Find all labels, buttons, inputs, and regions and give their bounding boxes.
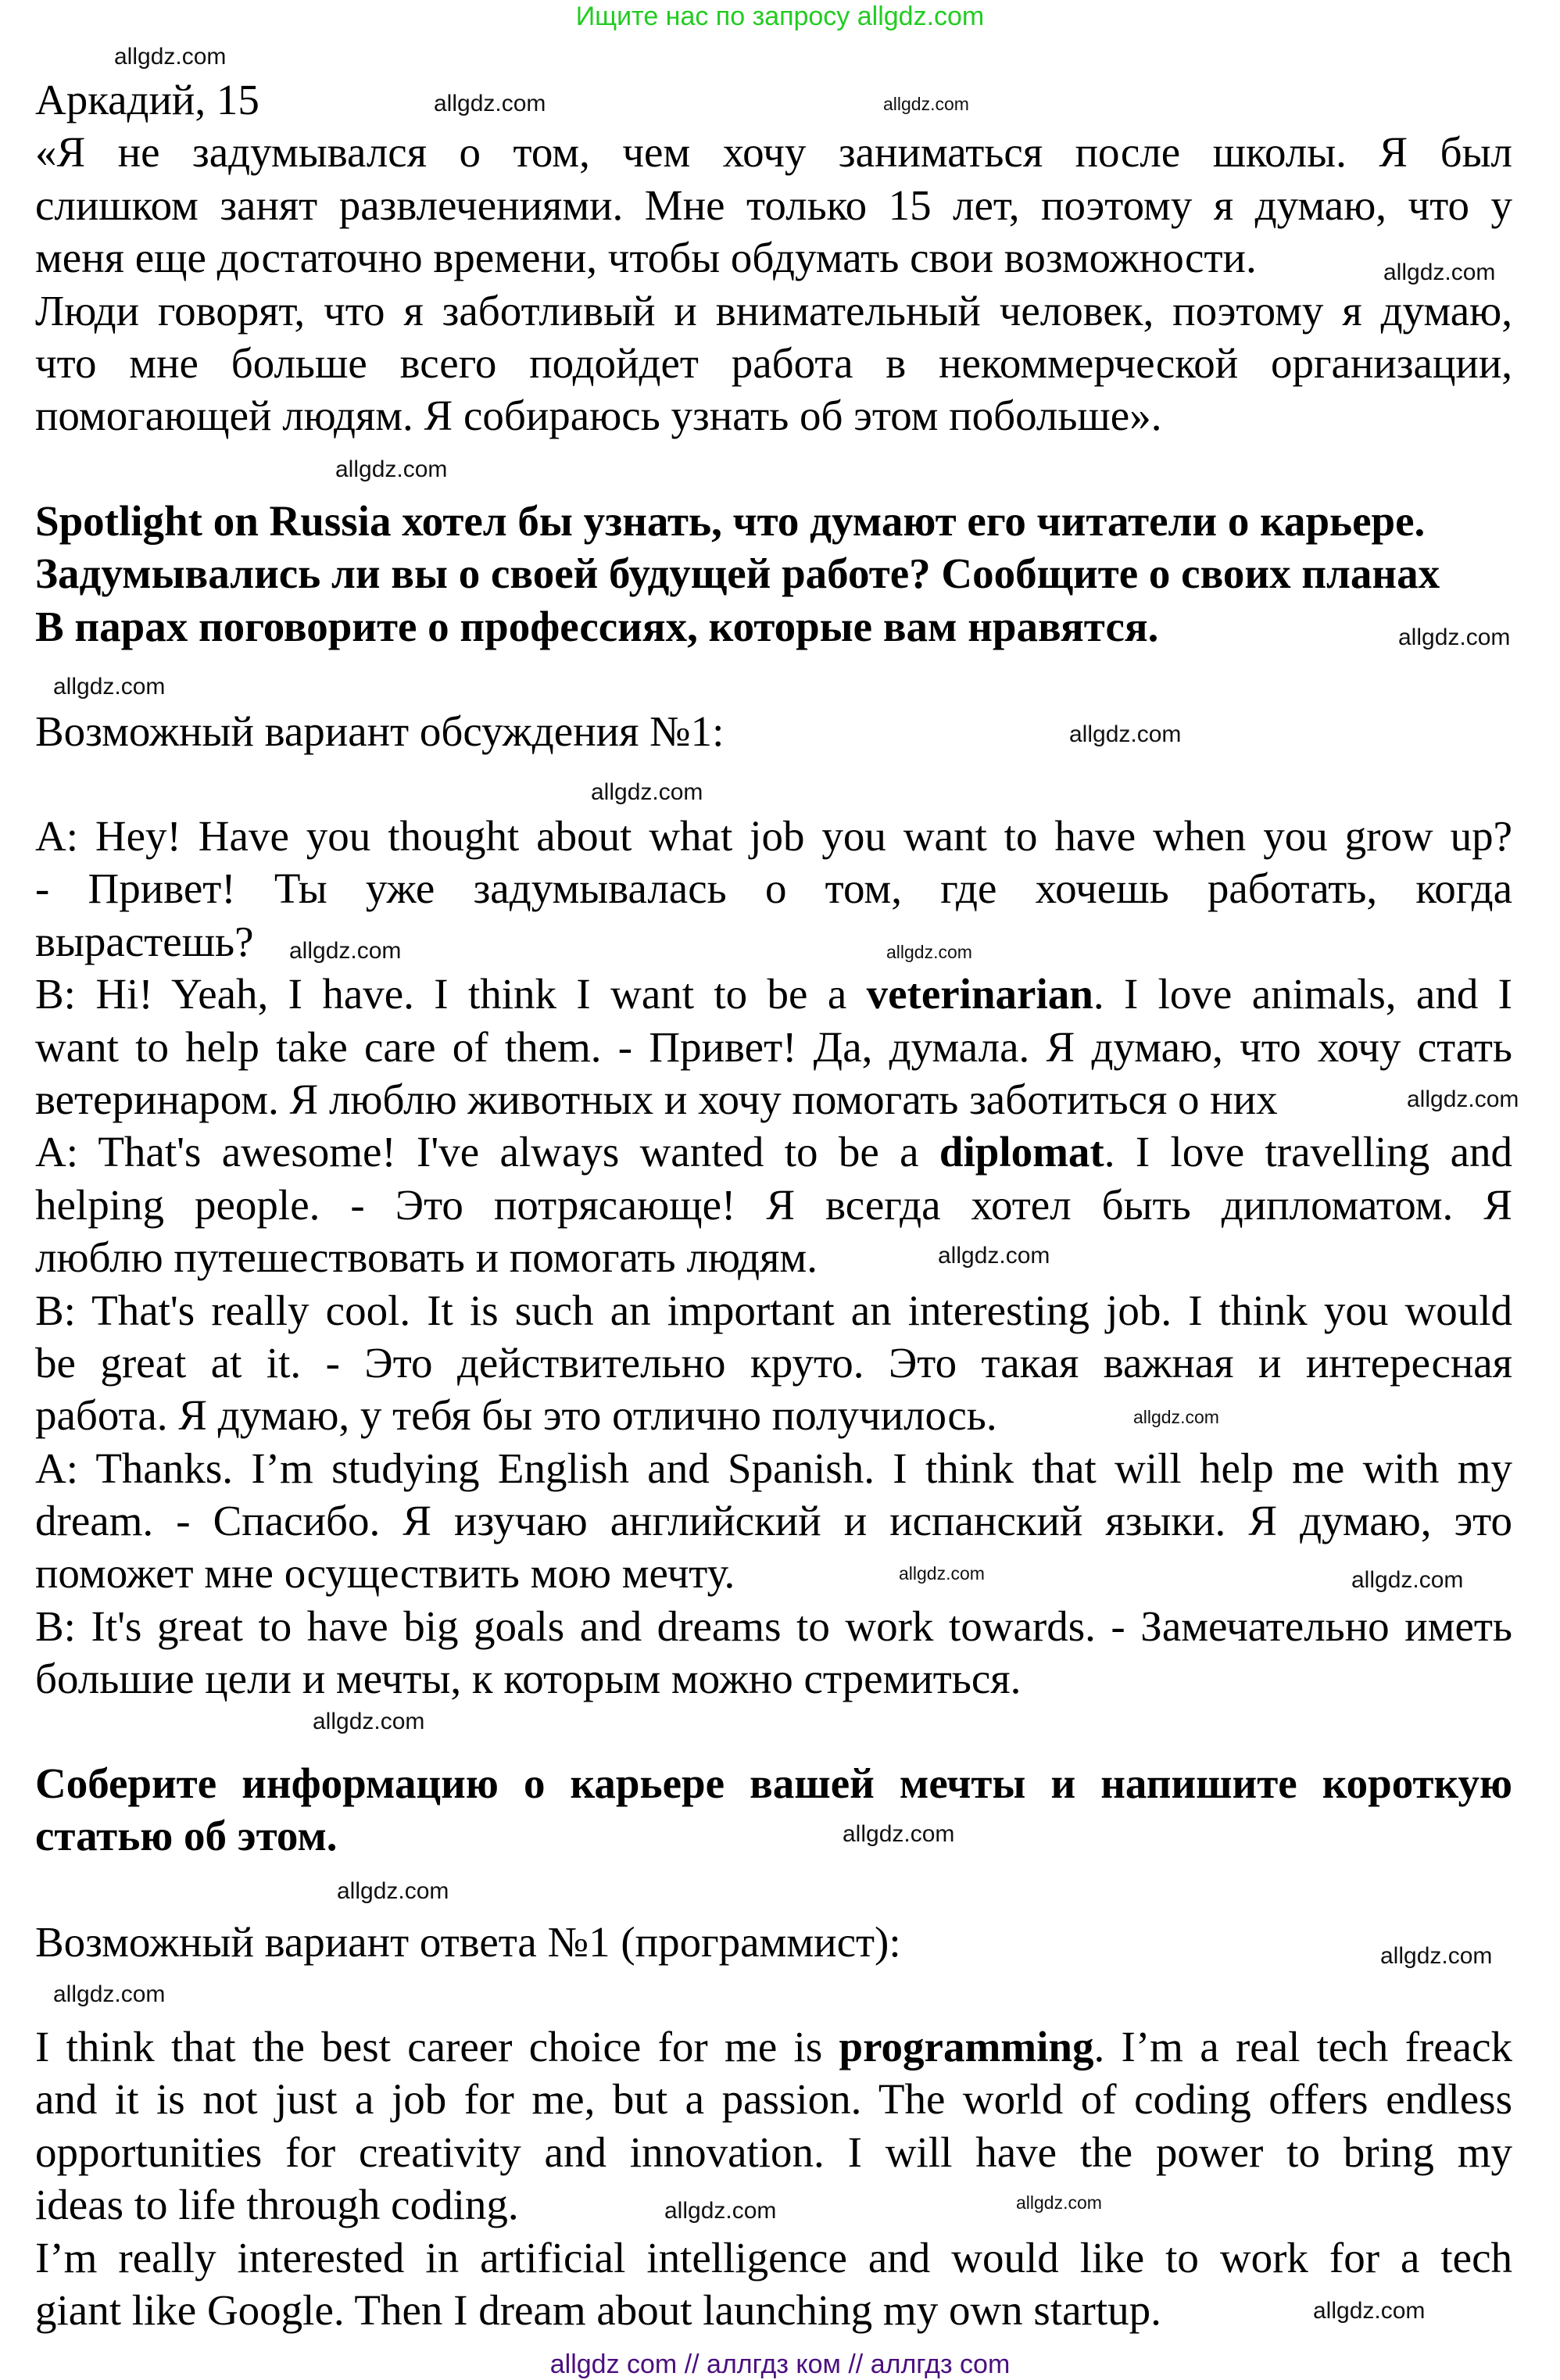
text-segment: вырастешь? <box>35 917 254 965</box>
watermark: allgdz.com <box>1016 2192 1102 2213</box>
text-segment: Возможный вариант ответа №1 (программист): <box>35 1918 901 1966</box>
watermark: allgdz.com <box>1351 1567 1464 1593</box>
bold-term: diplomat <box>939 1128 1104 1176</box>
text-line <box>35 705 1512 757</box>
text-segment: opportunities for creativity and innovation. I will have the power to bring my <box>35 2128 1512 2176</box>
text-segment: В парах поговорите о профессиях, которые вам нравятся. <box>35 602 1159 650</box>
answer-title-block <box>35 1916 1512 1968</box>
text-segment: . I’m a real tech freack <box>1093 2023 1512 2070</box>
text-segment: Spotlight on Russia хотел бы узнать, что думают его читатели о карьере. <box>35 497 1426 545</box>
text-segment: and it is not just a job for me, but a passion. The world of coding offers endless <box>35 2075 1512 2124</box>
text-segment: Возможный вариант обсуждения №1: <box>35 707 725 755</box>
text-segment: поможет мне осуществить мою мечту. <box>35 1549 735 1598</box>
bold-term: veterinarian <box>866 970 1093 1018</box>
text-segment: B: That's really cool. It is such an important an interesting job. I think you would <box>35 1286 1512 1334</box>
text-line <box>35 1073 1512 1126</box>
discussion-title-block <box>35 705 1512 757</box>
watermark: allgdz.com <box>886 942 972 962</box>
text-segment: dream. - Спасибо. Я изучаю английский и испанский языки. Я думаю, это <box>35 1497 1512 1545</box>
task-1-block <box>35 495 1512 653</box>
text-segment: A: Hey! Have you thought about what job you want to have when you grow up? <box>35 812 1512 860</box>
text-segment: want to help take care of them. - Привет! Да, думала. Я думаю, что хочу стать <box>35 1022 1512 1071</box>
watermark: allgdz.com <box>313 1709 425 1734</box>
text-line <box>35 73 1512 126</box>
watermark: allgdz.com <box>337 1878 449 1904</box>
answer-block <box>35 2020 1512 2336</box>
text-line <box>35 231 1512 284</box>
text-line <box>35 1494 1512 1547</box>
text-line <box>35 1021 1512 1073</box>
watermark: allgdz.com <box>591 779 703 805</box>
text-line <box>35 1126 1512 1178</box>
text-segment: ветеринаром. Я люблю животных и хочу помогать заботиться о них <box>35 1075 1278 1123</box>
text-segment: I’m really interested in artificial intelligence and would like to work for a tech <box>35 2233 1512 2282</box>
text-line <box>35 495 1512 547</box>
text-line <box>35 126 1512 178</box>
text-segment: giant like Google. Then I dream about launching my own startup. <box>35 2285 1161 2334</box>
text-segment: B: It's great to have big goals and dreams to work towards. - Замечательно иметь <box>35 1602 1512 1650</box>
watermark: allgdz.com <box>899 1563 985 1584</box>
text-line <box>35 2284 1512 2336</box>
text-segment: «Я не задумывался о том, чем хочу заниматься после школы. Я был <box>35 128 1512 177</box>
watermark: allgdz.com <box>289 938 402 964</box>
text-segment: I think that the best career choice for me is <box>35 2023 839 2070</box>
text-segment: помогающей людям. Я собираюсь узнать об этом побольше». <box>35 392 1162 440</box>
watermark: allgdz.com <box>843 1821 955 1847</box>
text-segment: Задумывались ли вы о своей будущей работе? Сообщите о своих планах <box>35 549 1440 598</box>
text-line <box>35 2073 1512 2125</box>
arkady-quote-block <box>35 73 1512 442</box>
text-line <box>35 1337 1512 1389</box>
text-line <box>35 810 1512 862</box>
watermark: allgdz.com <box>1407 1086 1519 1112</box>
text-segment: Соберите информацию о карьере вашей мечты и напишите короткую <box>35 1759 1512 1807</box>
text-line <box>35 1284 1512 1337</box>
text-line <box>35 1547 1512 1599</box>
text-line <box>35 337 1512 389</box>
text-line <box>35 2126 1512 2178</box>
text-line <box>35 1389 1512 1441</box>
bottom-banner[interactable]: allgdz com // аллгдз ком // аллгдз com <box>549 2350 1011 2379</box>
text-line <box>35 1231 1512 1283</box>
text-segment: люблю путешествовать и помогать людям. <box>35 1233 818 1282</box>
dialogue-block <box>35 810 1512 1705</box>
watermark: allgdz.com <box>434 91 546 116</box>
text-segment: Люди говорят, что я заботливый и внимательный человек, поэтому я думаю, <box>35 286 1512 335</box>
text-line <box>35 968 1512 1020</box>
text-segment: что мне больше всего подойдет работа в некоммерческой организации, <box>35 338 1512 387</box>
watermark: allgdz.com <box>1133 1407 1219 1427</box>
text-segment: A: Thanks. I’m studying English and Spanish. I think that will help me with my <box>35 1444 1512 1492</box>
text-line <box>35 2231 1512 2284</box>
text-line <box>35 2020 1512 2073</box>
text-line <box>35 1916 1512 1968</box>
text-line <box>35 862 1512 914</box>
text-line <box>35 285 1512 337</box>
text-line <box>35 1442 1512 1494</box>
text-segment: be great at it. - Это действительно круто. Это такая важная и интересная <box>35 1338 1512 1387</box>
text-segment: меня еще достаточно времени, чтобы обдумать свои возможности. <box>35 234 1257 282</box>
text-segment: большие цели и мечты, к которым можно стремиться. <box>35 1655 1022 1703</box>
watermark: allgdz.com <box>1313 2298 1426 2324</box>
watermark: allgdz.com <box>938 1243 1050 1269</box>
text-segment: helping people. - Это потрясающе! Я всегда хотел быть дипломатом. Я <box>35 1180 1512 1229</box>
text-line <box>35 1600 1512 1652</box>
text-segment: ideas to life through coding. <box>35 2181 519 2229</box>
watermark: allgdz.com <box>335 456 448 482</box>
text-line <box>35 915 1512 968</box>
text-segment: A: That's awesome! I've always wanted to be a <box>35 1128 939 1176</box>
watermark: allgdz.com <box>664 2198 777 2224</box>
text-line <box>35 1652 1512 1705</box>
watermark: allgdz.com <box>1398 625 1511 650</box>
text-segment: Аркадий, 15 <box>35 76 259 123</box>
watermark: allgdz.com <box>1383 259 1496 285</box>
text-line <box>35 1809 1512 1862</box>
text-line <box>35 1179 1512 1231</box>
text-line <box>35 1757 1512 1809</box>
text-segment: слишком занят развлечениями. Мне только 15 лет, поэтому я думаю, что у <box>35 181 1512 229</box>
text-segment: . I love animals, and I <box>1093 970 1513 1018</box>
task-2-block <box>35 1757 1512 1863</box>
top-banner[interactable]: Ищите нас по запросу allgdz.com <box>575 2 985 31</box>
text-segment: B: Hi! Yeah, I have. I think I want to be a <box>35 970 867 1018</box>
bold-term: programming <box>839 2023 1094 2070</box>
text-segment: - Привет! Ты уже задумывалась о том, где хочешь работать, когда <box>35 864 1512 913</box>
watermark: allgdz.com <box>114 44 227 70</box>
text-segment: . I love travelling and <box>1104 1128 1512 1176</box>
watermark: allgdz.com <box>1069 721 1182 747</box>
watermark: allgdz.com <box>883 94 969 114</box>
watermark: allgdz.com <box>53 1981 166 2007</box>
text-segment: работа. Я думаю, у тебя бы это отлично получилось. <box>35 1391 997 1440</box>
text-line <box>35 389 1512 442</box>
watermark: allgdz.com <box>53 674 166 700</box>
text-line <box>35 179 1512 231</box>
watermark: allgdz.com <box>1380 1943 1493 1969</box>
text-line <box>35 600 1512 653</box>
text-line <box>35 547 1512 599</box>
text-segment: статью об этом. <box>35 1812 338 1860</box>
